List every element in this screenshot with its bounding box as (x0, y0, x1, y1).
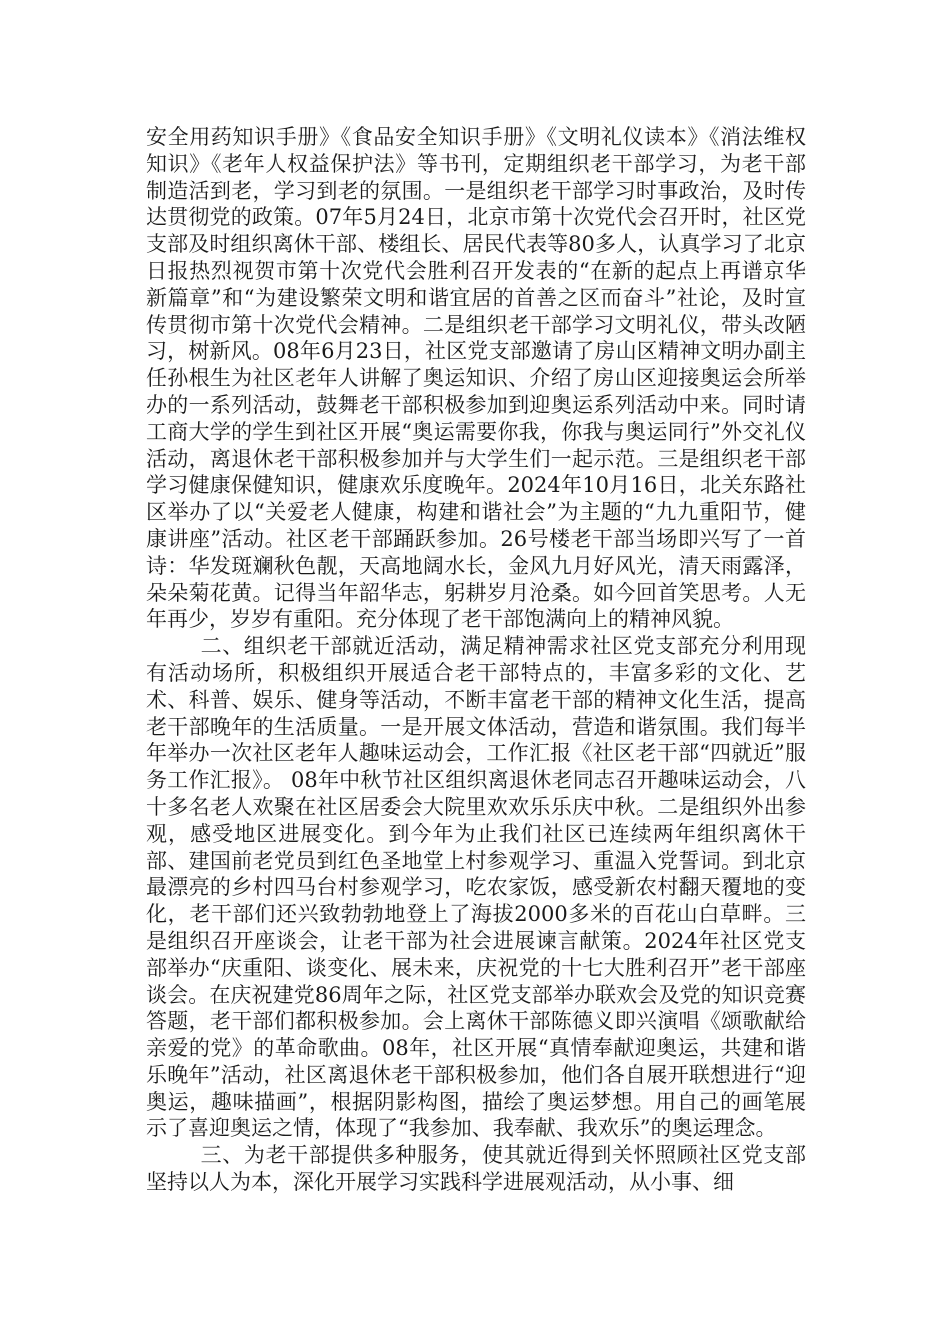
document-body (146, 124, 806, 1196)
paragraph-2: 二、组织老干部就近活动，满足精神需求社区党支部充分利用现有活动场所，积极组织开展适合老干部特点的，丰富多彩的文化、艺术、科普、娱乐、健身等活动，不断丰富老干部的精神文化生活，提高老干部晚年的生活质量。一是开展文体活动，营造和谐氛围。我们每半年举办一次社区老年人趣味运动会，工作汇报《社区老干部“四就近”服务工作汇报》。 08年中秋节社区组织离退休老同志召开趣味运动会，八十多名老人欢聚在社区居委会大院里欢欢乐乐庆中秋。二是组织外出参观，感受地区进展变化。到今年为止我们社区已连续两年组织离休干部、建国前老党员到红色圣地堂上村参观学习、重温入党誓词。到北京最漂亮的乡村四马台村参观学习，吃农家饭，感受新农村翻天覆地的变化，老干部们还兴致勃勃地登上了海拔2000多米的百花山白草畔。三是组织召开座谈会，让老干部为社会进展谏言献策。2024年社区党支部举办“庆重阳、谈变化、展未来，庆祝党的十七大胜利召开”老干部座谈会。在庆祝建党86周年之际，社区党支部举办联欢会及党的知识竞赛答题，老干部们都积极参加。会上离休干部陈德义即兴演唱《颂歌献给亲爱的党》的革命歌曲。08年，社区开展“真情奉献迎奥运，共建和谐乐晚年”活动，社区离退休老干部积极参加，他们各自展开联想进行“迎奥运，趣味描画”，根据阴影构图，描绘了奥运梦想。用自己的画笔展示了喜迎奥运之情，体现了“我参加、我奉献、我欢乐”的奥运理念。 (146, 634, 806, 1141)
paragraph-1: 安全用药知识手册》《食品安全知识手册》《文明礼仪读本》《消法维权知识》《老年人权益保护法》等书刊，定期组织老干部学习，为老干部制造活到老，学习到老的氛围。一是组织老干部学习时事政治，及时传达贯彻党的政策。07年5月24日，北京市第十次党代会召开时，社区党支部及时组织离休干部、楼组长、居民代表等80多人，认真学习了北京日报热烈视贺市第十次党代会胜利召开发表的“在新的起点上再谱京华新篇章”和“为建设繁荣文明和谐宜居的首善之区而奋斗”社论，及时宣传贯彻市第十次党代会精神。二是组织老干部学习文明礼仪，带头改陋习，树新风。08年6月23日，社区党支部邀请了房山区精神文明办副主任孙根生为社区老年人讲解了奥运知识、介绍了房山区迎接奥运会所举办的一系列活动，鼓舞老干部积极参加到迎奥运系列活动中来。同时请工商大学的学生到社区开展“奥运需要你我，你我与奥运同行”外交礼仪活动，离退休老干部积极参加并与大学生们一起示范。三是组织老干部学习健康保健知识，健康欢乐度晚年。2024年10月16日，北关东路社区举办了以“关爱老人健康，构建和谐社会”为主题的“九九重阳节，健康讲座”活动。社区老干部踊跃参加。26号楼老干部当场即兴写了一首诗：华发斑斓秋色靓，天高地阔水长，金风九月好风光，清天雨露泽，朵朵菊花黄。记得当年韶华志，躬耕岁月沧桑。如今回首笑思考。人无年再少，岁岁有重阳。充分体现了老干部饱满向上的精神风貌。 (146, 125, 806, 632)
paragraph-3: 三、为老干部提供多种服务，使其就近得到关怀照顾社区党支部坚持以人为本，深化开展学习实践科学进展观活动，从小事、细 (146, 1143, 806, 1195)
